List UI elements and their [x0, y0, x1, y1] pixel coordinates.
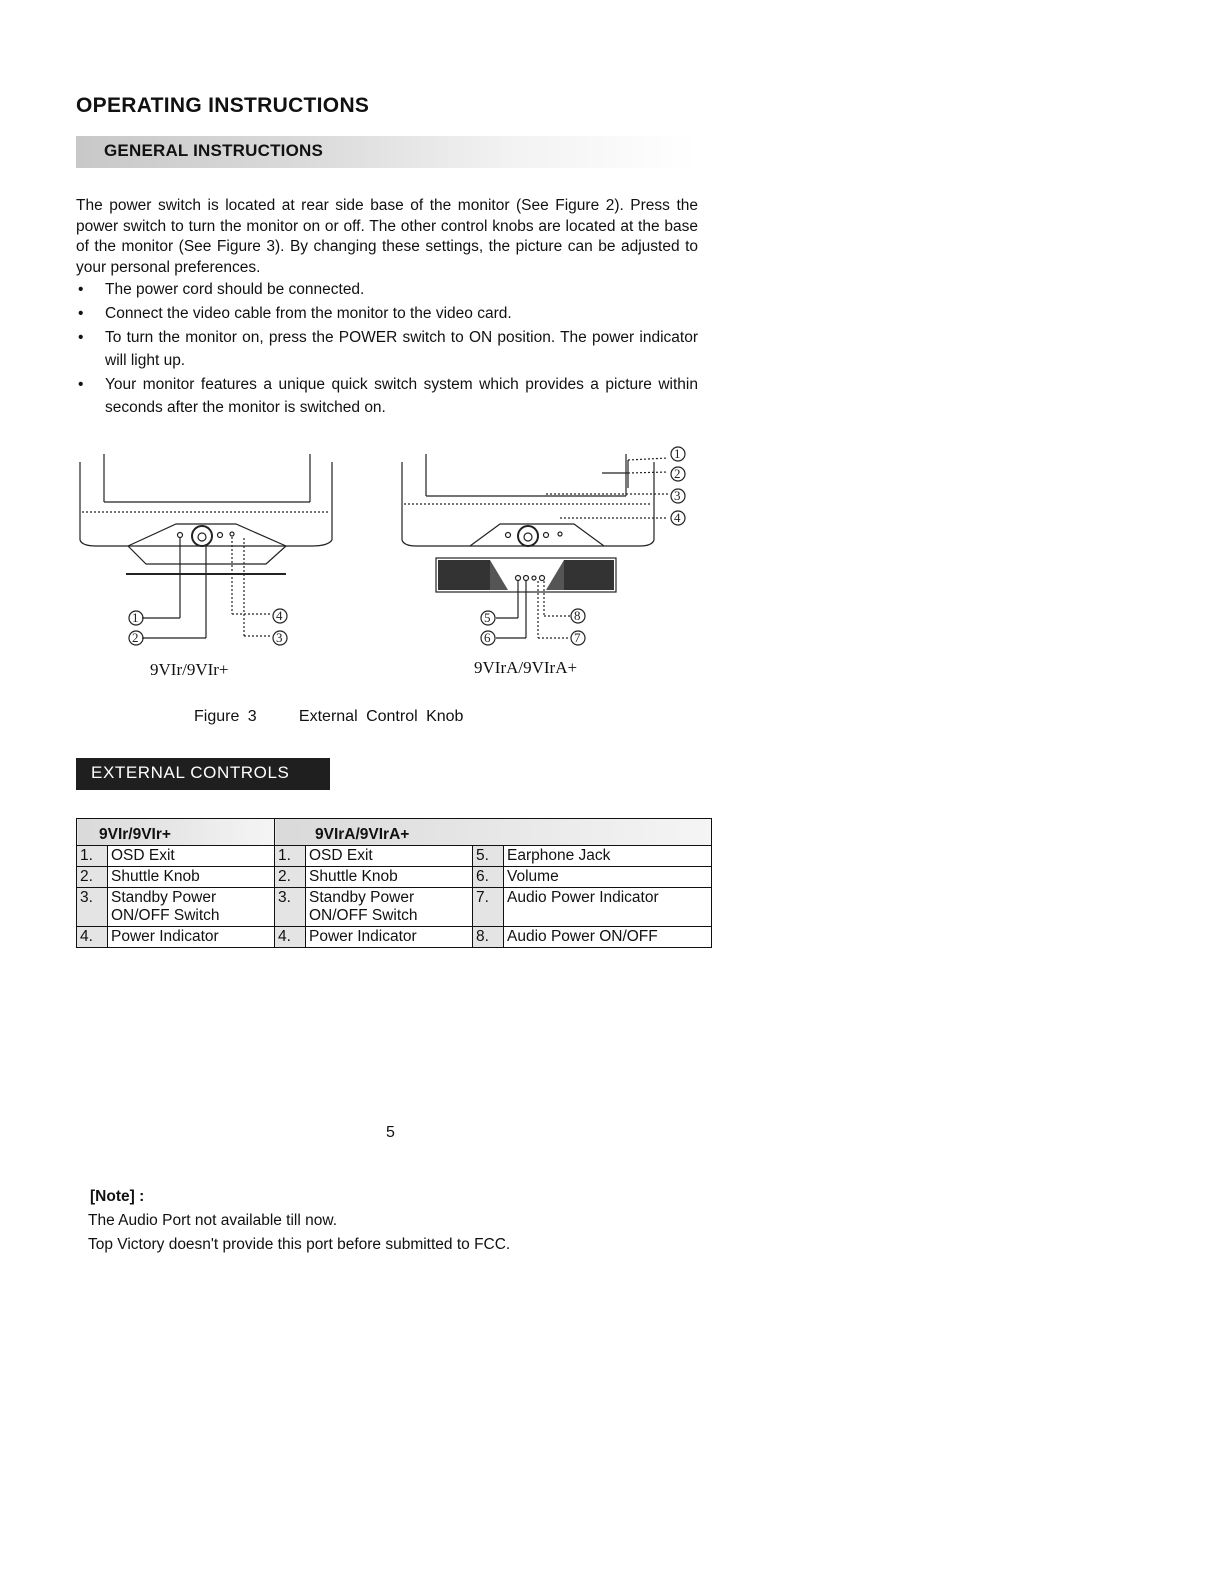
external-controls-heading: EXTERNAL CONTROLS — [91, 763, 290, 782]
figure-model-label-left: 9VIr/9VIr+ — [150, 660, 229, 679]
table-cell-num: 3. — [275, 888, 306, 927]
table-row — [77, 867, 712, 888]
list-item-text: The power cord should be connected. — [105, 281, 365, 298]
callout-8: 8 — [574, 608, 581, 623]
list-item-text: Your monitor features a unique quick switch system which provides a picture within seconds after the monitor is switched on. — [105, 376, 698, 416]
table-row — [77, 888, 712, 927]
table-cell: Audio Power Indicator — [504, 888, 712, 927]
note-text: The Audio Port not available till now. — [88, 1212, 338, 1229]
table-header-right: 9VIrA/9VIrA+ — [275, 819, 712, 846]
table-cell-num: 2. — [275, 867, 306, 888]
table-cell: OSD Exit — [306, 846, 473, 867]
table-cell-num: 4. — [275, 927, 306, 948]
right-monitor-diagram — [402, 446, 685, 645]
page-title: OPERATING INSTRUCTIONS — [76, 94, 370, 117]
callout-7: 7 — [574, 630, 581, 645]
list-item — [76, 326, 698, 372]
callout-2: 2 — [132, 630, 139, 645]
figure-model-label-right: 9VIrA/9VIrA+ — [474, 658, 578, 677]
table-cell: Earphone Jack — [504, 846, 712, 867]
callout-4: 4 — [276, 608, 283, 623]
table-cell: Power Indicator — [108, 927, 275, 948]
callout-1: 1 — [132, 610, 139, 625]
table-row — [77, 927, 712, 948]
list-item-text: Connect the video cable from the monitor to the video card. — [105, 305, 512, 322]
list-item — [76, 373, 698, 419]
callout-3: 3 — [674, 488, 681, 503]
general-instructions-heading: GENERAL INSTRUCTIONS — [104, 141, 324, 160]
bullet-icon: • — [78, 305, 84, 322]
bullet-icon: • — [78, 329, 84, 346]
table-cell-num: 5. — [473, 846, 504, 867]
table-cell-num: 6. — [473, 867, 504, 888]
table-cell: Standby Power ON/OFF Switch — [306, 888, 473, 927]
callout-3: 3 — [276, 630, 283, 645]
callout-5: 5 — [484, 610, 491, 625]
table-cell: Shuttle Knob — [108, 867, 275, 888]
table-cell: Power Indicator — [306, 927, 473, 948]
table-cell-num: 2. — [77, 867, 108, 888]
table-header-left: 9VIr/9VIr+ — [77, 819, 275, 846]
note-label: [Note] : — [90, 1188, 145, 1205]
bullet-icon: • — [78, 281, 84, 298]
page-number: 5 — [386, 1124, 395, 1141]
table-cell-num: 1. — [275, 846, 306, 867]
table-cell-num: 7. — [473, 888, 504, 927]
bullet-icon: • — [78, 376, 84, 393]
list-item — [76, 278, 698, 301]
table-cell: Volume — [504, 867, 712, 888]
table-cell-num: 4. — [77, 927, 108, 948]
note-text: Top Victory doesn't provide this port before submitted to FCC. — [88, 1236, 511, 1253]
table-header-row — [77, 819, 712, 846]
table-cell: Shuttle Knob — [306, 867, 473, 888]
callout-6: 6 — [484, 630, 491, 645]
table-cell-num: 3. — [77, 888, 108, 927]
left-monitor-diagram — [80, 454, 332, 645]
instruction-list — [76, 278, 698, 420]
callout-4: 4 — [674, 510, 681, 525]
list-item-text: To turn the monitor on, press the POWER switch to ON position. The power indicator will light up. — [105, 329, 698, 369]
figure-caption: Figure 3 External Control Knob — [194, 708, 464, 725]
table-row — [77, 846, 712, 867]
table-cell-num: 1. — [77, 846, 108, 867]
table-cell-num: 8. — [473, 927, 504, 948]
control-knob-figure — [76, 440, 716, 660]
callout-2: 2 — [674, 466, 681, 481]
controls-table — [76, 818, 712, 948]
callout-1: 1 — [674, 446, 681, 461]
table-cell: OSD Exit — [108, 846, 275, 867]
table-cell: Standby Power ON/OFF Switch — [108, 888, 275, 927]
intro-paragraph: The power switch is located at rear side base of the monitor (See Figure 2). Press the power switch to turn the monitor on or off. The other control knobs are located at the base of the monitor (See Figure 3). By changing these settings, the picture can be adjusted to your personal preferences. — [76, 197, 698, 276]
table-cell: Audio Power ON/OFF — [504, 927, 712, 948]
list-item — [76, 302, 698, 325]
